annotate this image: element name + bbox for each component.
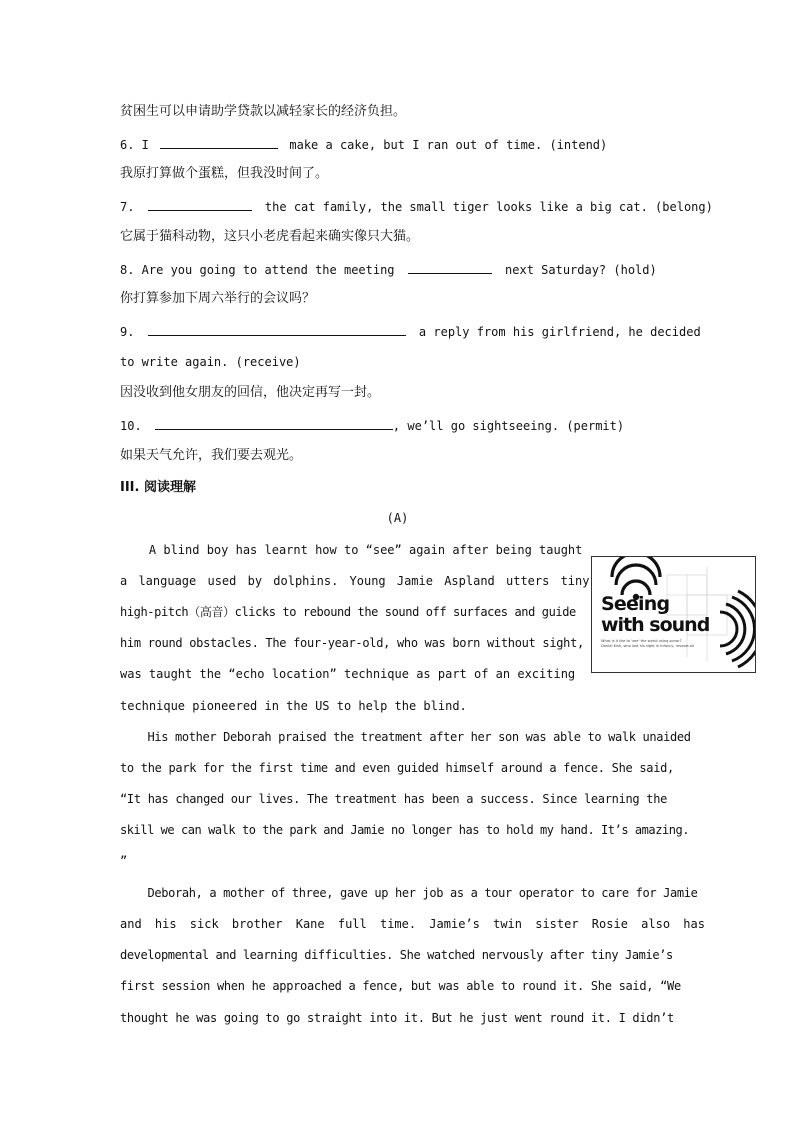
translation-line: 我原打算做个蛋糕，但我没时间了。 xyxy=(120,166,329,181)
question-number: 7. xyxy=(120,200,135,214)
passage-line: was taught the “echo location” technique as part of an exciting xyxy=(120,667,576,681)
logo-caption: What is it like to 'see' the world using sonar? xyxy=(601,639,682,643)
question-text: next Saturday? (hold) xyxy=(505,263,657,277)
passage-line: to the park for the first time and even guided himself around a fence. She said, xyxy=(120,761,674,775)
question-text: the cat family, the small tiger looks like a big cat. (belong) xyxy=(264,200,713,214)
passage-line: Deborah, a mother of three, gave up her job as a tour operator to care for Jamie xyxy=(120,886,698,900)
question-text: , we’ll go sightseeing. (permit) xyxy=(392,419,625,433)
passage-line: A blind boy has learnt how to “see” again after being taught xyxy=(120,543,583,557)
passage-line: first session when he approached a fence, but was able to round it. She said, “We xyxy=(120,979,681,993)
passage-line: skill we can walk to the park and Jamie no longer has to hold my hand. It’s amazing. xyxy=(120,823,690,837)
answer-blank[interactable] xyxy=(148,198,252,211)
question-8 xyxy=(120,261,675,278)
passage-line: technique pioneered in the US to help the blind. xyxy=(120,699,467,713)
question-text: 8. Are you going to attend the meeting xyxy=(120,263,395,277)
question-6 xyxy=(120,136,675,153)
question-10 xyxy=(120,417,675,434)
passage-line: “It has changed our lives. The treatment has been a success. Since learning the xyxy=(120,792,668,806)
passage-line: His mother Deborah praised the treatment after her son was able to walk unaided xyxy=(120,730,691,744)
translation-line: 它属于猫科动物，这只小老虎看起来确实像只大猫。 xyxy=(120,229,420,244)
question-number: 10. xyxy=(120,419,142,433)
logo-caption: Daniel Kish, who lost his sight in infancy, reveals all xyxy=(601,644,695,648)
question-9 xyxy=(120,323,701,340)
question-text: to write again. (receive) xyxy=(120,355,301,369)
passage-line: thought he was going to go straight into it. But he just went round it. I didn’t xyxy=(120,1011,674,1025)
translation-line: 如果天气允许，我们要去观光。 xyxy=(120,448,303,463)
section-title: III. 阅读理解 xyxy=(120,480,196,495)
passage-line: him round obstacles. The four-year-old, who was born without sight, xyxy=(120,636,584,650)
question-7 xyxy=(120,198,713,215)
translation-line: 你打算参加下周六举行的会议吗？ xyxy=(120,291,316,306)
question-number: 9. xyxy=(120,325,135,339)
answer-blank[interactable] xyxy=(155,417,393,430)
answer-blank[interactable] xyxy=(148,323,406,336)
passage-line: high-pitch（高音）clicks to rebound the sound off surfaces and guide xyxy=(120,605,576,619)
answer-blank[interactable] xyxy=(408,261,492,274)
passage-line: developmental and learning difficulties. She watched nervously after tiny Jamie’s xyxy=(120,948,673,962)
question-text: a reply from his girlfriend, he decided xyxy=(418,325,701,339)
question-number: 6. I xyxy=(120,138,149,152)
logo-title-line2: with sound xyxy=(601,614,710,636)
passage-label: (A) xyxy=(386,511,409,525)
passage-line: a language used by dolphins. Young Jamie Aspland utters tiny xyxy=(120,574,590,588)
seeing-with-sound-image xyxy=(591,556,756,673)
answer-blank[interactable] xyxy=(160,136,278,149)
question-text: make a cake, but I ran out of time. (intend) xyxy=(289,138,608,152)
text-line: 贫困生可以申请助学贷款以减轻家长的经济负担。 xyxy=(120,104,407,119)
passage-line: ” xyxy=(120,854,128,868)
translation-line: 因没收到他女朋友的回信，他决定再写一封。 xyxy=(120,385,381,400)
logo-title-line1: Seeing xyxy=(601,593,670,615)
passage-line: and his sick brother Kane full time. Jamie’s twin sister Rosie also has xyxy=(120,917,705,931)
